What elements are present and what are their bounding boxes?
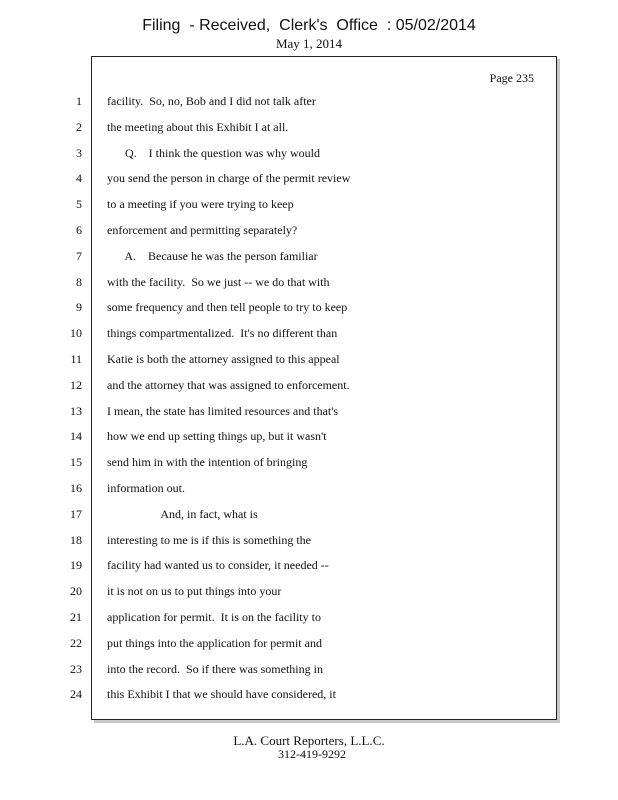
line-number: 11 [70,351,82,366]
transcript-line: Katie is both the attorney assigned to this appeal [107,351,340,366]
line-number: 24 [70,687,82,702]
transcript-line: send him in with the intention of bringing [107,455,308,470]
transcript-line: with the facility. So we just -- we do that with [107,274,330,289]
line-number: 8 [76,274,82,289]
line-number: 12 [70,377,82,392]
transcript-text [107,93,547,712]
transcript-line: information out. [107,480,185,495]
transcript-line: put things into the application for permit and [107,635,322,650]
transcript-line: into the record. So if there was something in [107,661,323,676]
transcript-line: and the attorney that was assigned to enforcement. [107,377,350,392]
transcript-line: to a meeting if you were trying to keep [107,197,294,212]
transcript-line: I mean, the state has limited resources and that's [107,403,339,418]
transcript-date: May 1, 2014 [275,36,343,51]
line-number: 1 [76,94,82,108]
line-number: 3 [76,145,82,160]
line-number: 21 [70,609,82,624]
transcript-line: application for permit. It is on the facility to [107,609,321,624]
line-number: 2 [76,119,82,134]
line-number: 18 [70,532,82,547]
court-reporter-name: L.A. Court Reporters, L.L.C. [233,733,385,748]
line-number-column [52,93,82,712]
transcript-line: interesting to me is if this is something the [107,532,311,547]
line-number: 9 [76,300,82,315]
transcript-line: And, in fact, what is [107,506,258,521]
transcript-line: some frequency and then tell people to try to keep [107,300,348,315]
transcript-line: you send the person in charge of the permit review [107,171,351,186]
transcript-line: facility had wanted us to consider, it needed -- [107,558,329,573]
line-number: 6 [76,222,82,237]
line-number: 4 [76,171,82,186]
line-number: 16 [70,480,82,495]
line-number: 10 [70,326,82,341]
line-number: 7 [76,248,82,263]
line-number: 13 [70,403,82,418]
line-number: 23 [70,661,82,676]
transcript-line: facility. So, no, Bob and I did not talk after [107,94,316,108]
line-number: 20 [70,584,82,599]
transcript-line: things compartmentalized. It's no different than [107,326,338,341]
transcript-line: how we end up setting things up, but it wasn't [107,429,327,444]
line-number: 15 [70,455,82,470]
transcript-line: this Exhibit I that we should have considered, it [107,687,336,702]
transcript-line: enforcement and permitting separately? [107,222,298,237]
line-number: 22 [70,635,82,650]
line-number: 14 [70,429,82,444]
transcript-line: A. Because he was the person familiar [107,248,318,263]
court-reporter-phone: 312-419-9292 [278,747,346,761]
line-number: 19 [70,558,82,573]
page-number: Page 235 [489,71,534,85]
line-number: 5 [76,197,82,212]
transcript-line: it is not on us to put things into your [107,584,282,599]
line-number: 17 [70,506,82,521]
filing-stamp: Filing - Received, Clerk's Office : 05/02/2014 [142,17,476,34]
transcript-line: Q. I think the question was why would [107,145,320,160]
transcript-line: the meeting about this Exhibit I at all. [107,119,289,134]
